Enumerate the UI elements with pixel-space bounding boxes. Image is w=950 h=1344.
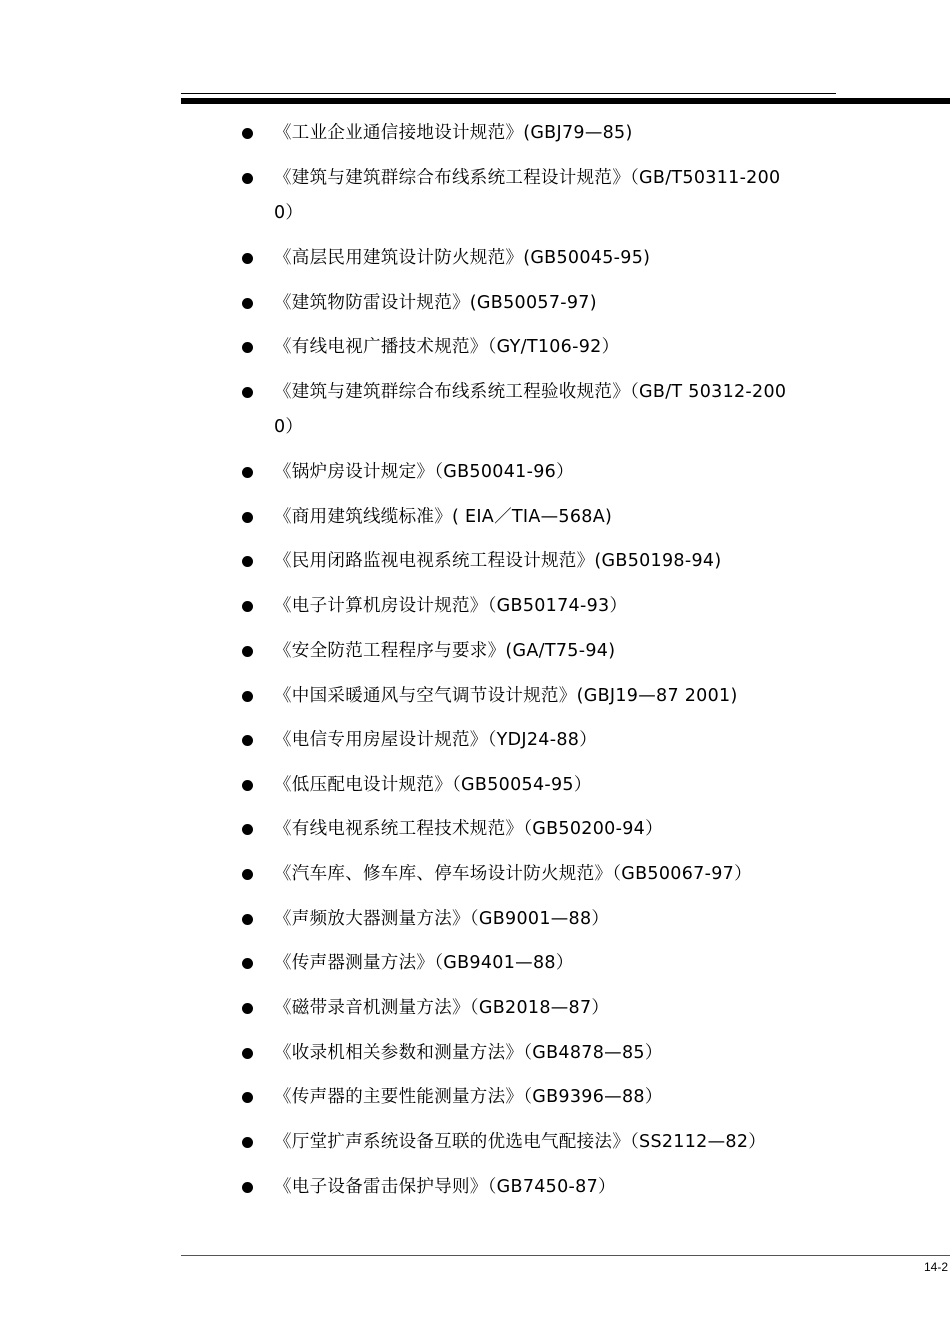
list-item-text: 《建筑物防雷设计规范》(GB50057-97): [274, 293, 597, 313]
list-item-text: 《建筑与建筑群综合布线系统工程设计规范》（GB/T50311-2000）: [274, 168, 781, 223]
bullet-icon: [242, 780, 253, 791]
list-item-text: 《锅炉房设计规定》（GB50041-96）: [274, 462, 574, 482]
list-item-text: 《传声器的主要性能测量方法》（GB9396—88）: [274, 1087, 663, 1107]
bullet-icon: [242, 253, 253, 264]
list-item-text: 《安全防范工程程序与要求》(GA/T75-94): [274, 641, 616, 661]
bullet-icon: [242, 387, 253, 398]
bullet-icon: [242, 1182, 253, 1193]
bullet-icon: [242, 914, 253, 925]
list-item-text: 《声频放大器测量方法》（GB9001—88）: [274, 909, 610, 929]
bullet-icon: [242, 646, 253, 657]
list-item-text: 《低压配电设计规范》（GB50054-95）: [274, 775, 592, 795]
list-item-text: 《建筑与建筑群综合布线系统工程验收规范》（GB/T 50312-2000）: [274, 382, 787, 437]
bullet-icon: [242, 691, 253, 702]
list-item-text: 《有线电视系统工程技术规范》（GB50200-94）: [274, 819, 663, 839]
list-item-text: 《电信专用房屋设计规范》（YDJ24-88）: [274, 730, 598, 750]
bullet-icon: [242, 512, 253, 523]
bullet-icon: [242, 556, 253, 567]
list-item-text: 《传声器测量方法》（GB9401—88）: [274, 953, 574, 973]
list-item-text: 《电子设备雷击保护导则》（GB7450-87）: [274, 1177, 616, 1197]
bullet-icon: [242, 869, 253, 880]
list-item-text: 《高层民用建筑设计防火规范》(GB50045-95): [274, 248, 651, 268]
list-item-text: 《厅堂扩声系统设备互联的优选电气配接法》（SS2112—82）: [274, 1132, 767, 1152]
list-item-text: 《有线电视广播技术规范》（GY/T106-92）: [274, 337, 620, 357]
bullet-icon: [242, 958, 253, 969]
list-item-text: 《民用闭路监视电视系统工程设计规范》(GB50198-94): [274, 551, 722, 571]
bullet-icon: [242, 173, 253, 184]
list-item-text: 《工业企业通信接地设计规范》(GBJ79—85): [274, 123, 633, 143]
footer-rule: [181, 1255, 950, 1256]
page-number: 14-2: [923, 1260, 948, 1274]
list-item-text: 《收录机相关参数和测量方法》（GB4878—85）: [274, 1043, 663, 1063]
list-item-text: 《汽车库、修车库、停车场设计防火规范》（GB50067-97）: [274, 864, 752, 884]
list-item-text: 《中国采暖通风与空气调节设计规范》(GBJ19—87 2001): [274, 686, 738, 706]
bullet-icon: [242, 1003, 253, 1014]
bullet-icon: [242, 601, 253, 612]
list-item-text: 《磁带录音机测量方法》（GB2018—87）: [274, 998, 610, 1018]
bullet-icon: [242, 735, 253, 746]
bullet-icon: [242, 1137, 253, 1148]
bullet-icon: [242, 298, 253, 309]
bullet-icon: [242, 824, 253, 835]
list-item-text: 《电子计算机房设计规范》（GB50174-93）: [274, 596, 628, 616]
bullet-icon: [242, 128, 253, 139]
bullet-icon: [242, 1092, 253, 1103]
list-item-text: 《商用建筑线缆标准》( EIA／TIA—568A): [274, 507, 613, 527]
bullet-icon: [242, 342, 253, 353]
bullet-icon: [242, 467, 253, 478]
bullet-icon: [242, 1048, 253, 1059]
